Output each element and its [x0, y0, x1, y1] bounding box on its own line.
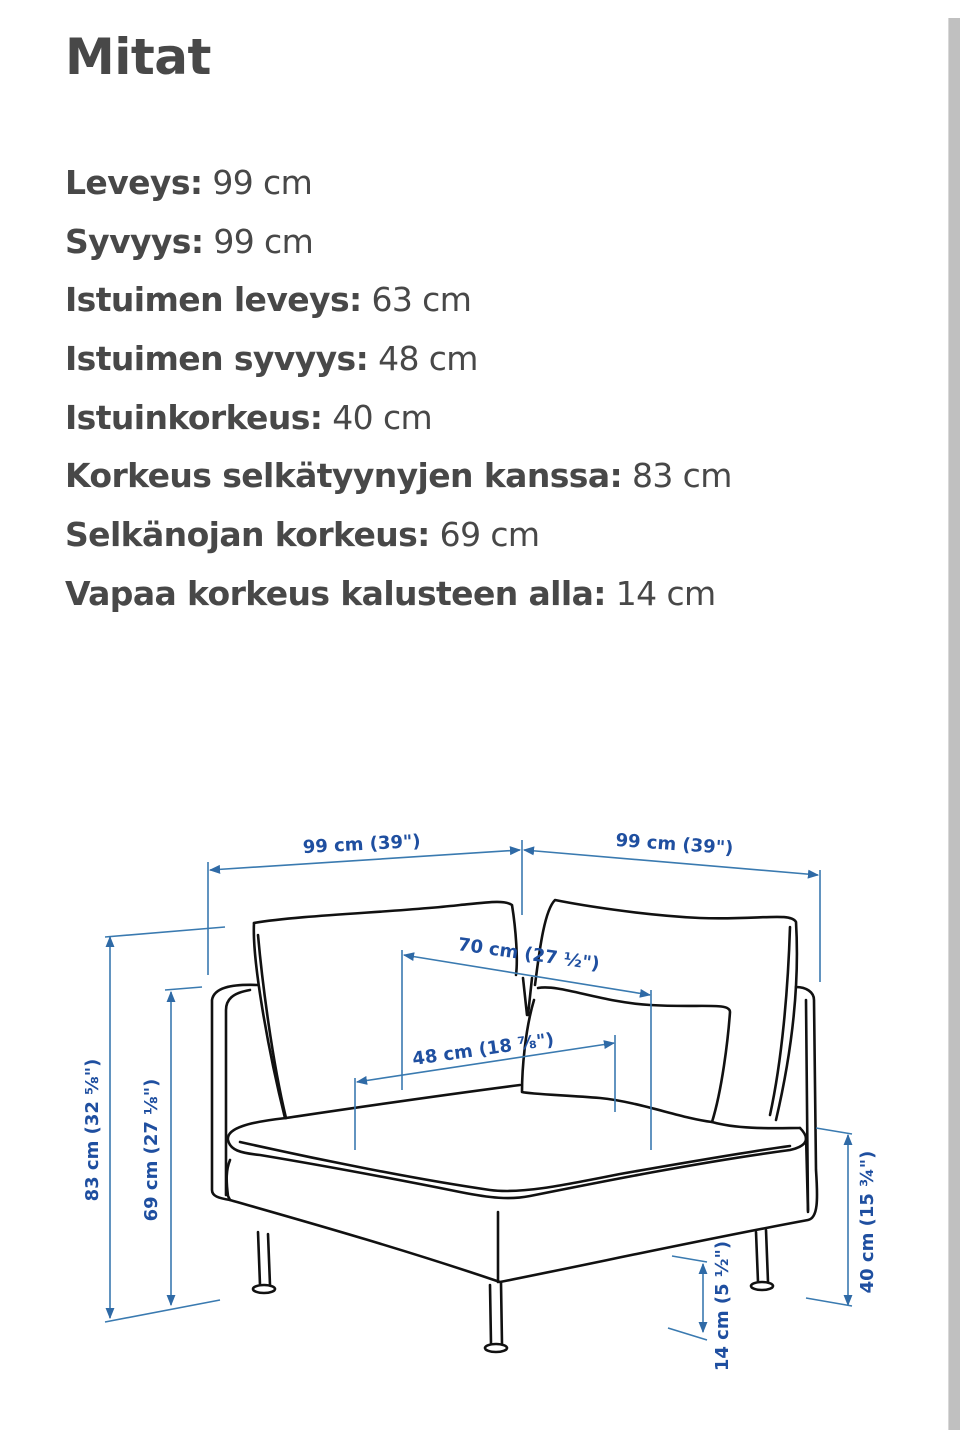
spec-seat-height [65, 389, 732, 448]
spec-label: Leveys: [65, 163, 203, 202]
label-seat-width: 70 cm (27 ½") [456, 934, 601, 975]
label-width-right: 99 cm (39") [614, 829, 734, 860]
label-seat-depth: 48 cm (18 ⅞") [411, 1029, 556, 1070]
spec-value: 48 cm [378, 339, 478, 379]
spec-value: 99 cm [212, 163, 313, 202]
spec-value: 40 cm [332, 397, 433, 437]
spec-value: 99 cm [213, 221, 314, 261]
spec-label: Istuinkorkeus: [65, 397, 323, 437]
spec-value: 69 cm [439, 515, 540, 555]
spec-value: 63 cm [371, 280, 472, 320]
spec-seat-width [65, 271, 732, 330]
page-title: Mitat [65, 28, 211, 86]
spec-label: Istuimen leveys: [65, 280, 362, 320]
spec-label: Selkänojan korkeus: [65, 515, 430, 555]
label-total-height: 83 cm (32 ⅝") [82, 1058, 103, 1202]
spec-backrest-height [65, 506, 732, 565]
label-free-height: 14 cm (5 ½") [712, 1240, 733, 1372]
sofa-drawing [0, 800, 960, 1400]
label-width-left: 99 cm (39") [302, 830, 422, 859]
spec-value: 14 cm [615, 573, 716, 613]
scrollbar[interactable] [948, 18, 960, 1430]
spec-depth [65, 213, 732, 272]
spec-width [65, 154, 732, 213]
spec-height-with-cushions [65, 447, 732, 506]
spec-label: Vapaa korkeus kalusteen alla: [65, 573, 606, 613]
spec-label: Korkeus selkätyynyjen kanssa: [65, 456, 623, 496]
spec-label: Istuimen syvyys: [65, 339, 369, 379]
spec-value: 83 cm [631, 456, 732, 496]
dimension-diagram [0, 800, 960, 1400]
label-seat-height: 40 cm (15 ¾") [857, 1150, 878, 1294]
spec-seat-depth [65, 330, 732, 389]
dimensions-list [65, 154, 732, 624]
label-back-height: 69 cm (27 ⅛") [141, 1078, 162, 1222]
spec-free-height-under [65, 565, 732, 624]
spec-label: Syvyys: [65, 221, 204, 261]
